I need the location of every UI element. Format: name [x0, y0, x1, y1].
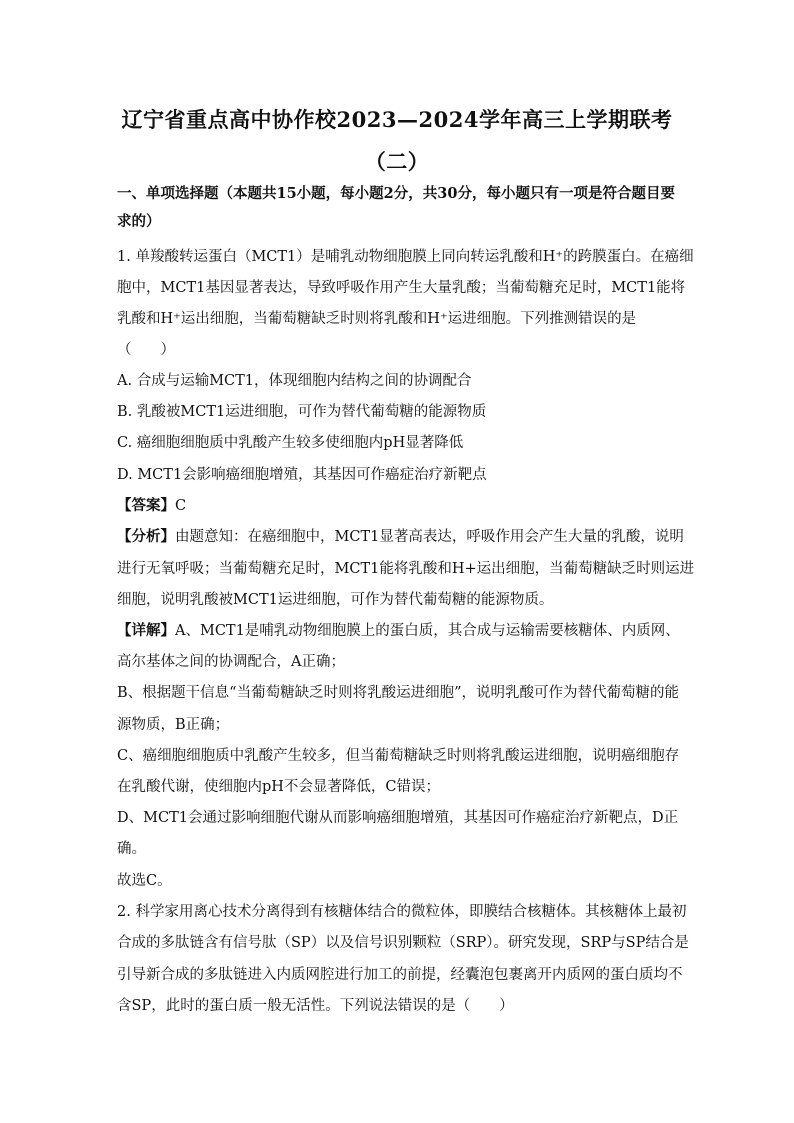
q1-detail-line: B、根据题干信息“当葡萄糖缺乏时则将乳酸运进细胞”，说明乳酸可作为替代葡萄糖的能 — [117, 685, 679, 701]
q2-stem-line: 引导新合成的多肽链进入内质网腔进行加工的前提，经囊泡包裹离开内质网的蛋白质均不 — [117, 967, 683, 983]
q1-detail-line: 确。 — [117, 841, 146, 857]
detail-text: A、MCT1是哺乳动物细胞膜上的蛋白质，其合成与运输需要核糖体、内质网、 — [175, 623, 680, 639]
q1-stem-line: 1. 单羧酸转运蛋白（MCT1）是哺乳动物细胞膜上同向转运乳酸和H⁺的跨膜蛋白。在癌细 — [117, 249, 694, 265]
q1-analysis-line: 进行无氧呼吸；当葡萄糖充足时，MCT1能将乳酸和H+运出细胞，当葡萄糖缺乏时则运进 — [117, 561, 695, 577]
section-header: 一、单项选择题（本题共15小题，每小题2分，共30分，每小题只有一项是符合题目要求的） — [117, 185, 675, 230]
detail-label: 【详解】 — [117, 622, 175, 639]
document-subtitle: （二） — [364, 149, 430, 174]
q1-stem-line: 胞中，MCT1基因显著表达，导致呼吸作用产生大量乳酸；当葡萄糖充足时，MCT1能将 — [117, 280, 686, 296]
analysis-text: 由题意知：在癌细胞中，MCT1显著高表达，呼吸作用会产生大量的乳酸，说明 — [175, 529, 684, 545]
q1-analysis-line: 细胞，说明乳酸被MCT1运进细胞，可作为替代葡萄糖的能源物质。 — [117, 592, 554, 608]
q2-stem-line: 含SP，此时的蛋白质一般无活性。下列说法错误的是（ ） — [117, 998, 514, 1014]
q2-stem-line: 合成的多肽链含有信号肽（SP）以及信号识别颗粒（SRP）。研究发现，SRP与SP结合是 — [117, 935, 689, 951]
q1-detail-line: 在乳酸代谢，使细胞内pH不会显著降低，C错误； — [117, 779, 441, 795]
q1-analysis-line — [117, 527, 684, 547]
q1-detail-line: C、癌细胞细胞质中乳酸产生较多，但当葡萄糖缺乏时则将乳酸运进细胞，说明癌细胞存 — [117, 748, 680, 764]
q1-option-b: B. 乳酸被MCT1运进细胞，可作为替代葡萄糖的能源物质 — [117, 404, 487, 420]
q1-option-a: A. 合成与运输MCT1，体现细胞内结构之间的协调配合 — [117, 373, 472, 389]
answer-value: C — [175, 498, 187, 514]
q1-detail-line: 故选C。 — [117, 873, 172, 889]
document-title: 辽宁省重点高中协作校2023—2024学年高三上学期联考 — [121, 107, 673, 132]
q1-detail-line: 高尔基体之间的协调配合，A正确； — [117, 654, 345, 670]
q1-detail-line: 源物质，B正确； — [117, 717, 230, 733]
answer-label: 【答案】 — [117, 497, 175, 514]
q1-detail-line — [117, 621, 680, 641]
analysis-label: 【分析】 — [117, 528, 175, 545]
q1-stem-line: （ ） — [117, 342, 175, 358]
q2-stem-line: 2. 科学家用离心技术分离得到有核糖体结合的微粒体，即膜结合核糖体。其核糖体上最初 — [117, 904, 687, 920]
q1-stem-line: 乳酸和H⁺运出细胞，当葡萄糖缺乏时则将乳酸和H⁺运进细胞。下列推测错误的是 — [117, 311, 637, 327]
q1-option-d: D. MCT1会影响癌细胞增殖，其基因可作癌症治疗新靶点 — [117, 467, 487, 483]
q1-option-c: C. 癌细胞细胞质中乳酸产生较多使细胞内pH显著降低 — [117, 435, 464, 451]
q1-answer — [117, 496, 186, 516]
q1-detail-line: D、MCT1会通过影响细胞代谢从而影响癌细胞增殖，其基因可作癌症治疗新靶点，D正 — [117, 810, 679, 826]
